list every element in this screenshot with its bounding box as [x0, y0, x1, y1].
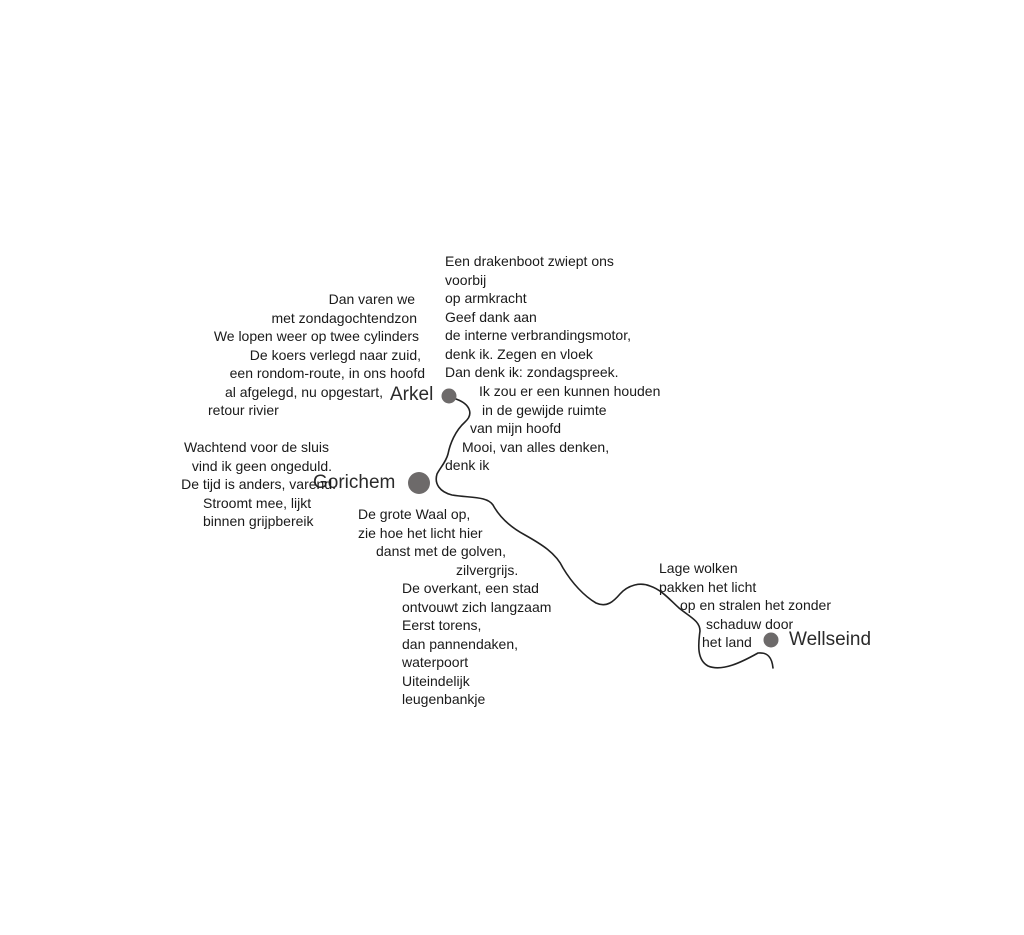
poem-line: retour rivier [208, 402, 279, 418]
poem-line: schaduw door [706, 615, 794, 632]
place-label-wellseind: Wellseind [789, 629, 872, 650]
poem-line: De grote Waal op, [358, 506, 471, 522]
poem-line: De koers verlegd naar zuid, [249, 346, 421, 363]
poem-line: van mijn hoofd [470, 420, 562, 436]
poem-line: zilvergrijs. [456, 561, 519, 578]
poem-line: Stroomt mee, lijkt [203, 494, 312, 511]
poem-line: leugenbankje [402, 691, 486, 707]
poem-line: een rondom-route, in ons hoofd [229, 365, 425, 381]
poem-line: het land [702, 634, 752, 650]
poem-line: denk ik [445, 457, 490, 473]
poem-line: Ik zou er een kunnen houden [479, 383, 661, 399]
poem-lock [136, 438, 336, 531]
place-label-gorichem: Gorichem [313, 472, 396, 493]
poem-line: zie hoe het licht hier [358, 524, 483, 541]
poem-waal [358, 505, 518, 579]
poem-line: Dan varen we [328, 291, 415, 307]
poem-line: voorbij [445, 271, 487, 288]
poem-sundaysail [190, 290, 425, 420]
gorichem-marker [408, 472, 430, 494]
poem-line: We lopen weer op twee cylinders [213, 328, 419, 344]
poem-line: pakken het licht [659, 578, 757, 595]
poem-line: op armkracht [445, 290, 527, 306]
poem-line: Wachtend voor de sluis [184, 439, 329, 455]
poem-line: danst met de golven, [376, 543, 506, 559]
poem-line: Een drakenboot zwiept ons [445, 253, 614, 269]
poem-line: waterpoort [402, 654, 469, 670]
poem-line: dan pannendaken, [402, 635, 518, 652]
poem-line: vind ik geen ongeduld. [191, 457, 332, 474]
poem-line: Dan denk ik: zondagspreek. [445, 364, 619, 380]
poem-line: met zondagochtendzon [271, 309, 417, 326]
poem-line: Geef dank aan [445, 308, 537, 325]
poem-line: Eerst torens, [402, 617, 482, 633]
poem-line: De tijd is anders, varend. [181, 476, 336, 492]
poem-line: Uiteindelijk [402, 672, 470, 689]
poem-line: in de gewijde ruimte [482, 401, 607, 418]
poem-line: al afgelegd, nu opgestart, [224, 383, 383, 400]
poem-line: De overkant, een stad [402, 580, 539, 596]
poem-line: de interne verbrandingsmotor, [445, 327, 631, 343]
poem-dragonboat [445, 252, 631, 382]
poem-line: op en stralen het zonder [680, 597, 831, 613]
poem-line: Mooi, van alles denken, [462, 438, 610, 455]
place-label-arkel: Arkel [390, 384, 434, 405]
poem-clouds [659, 559, 831, 652]
poem-line: binnen grijpbereik [203, 513, 314, 529]
poem-city [402, 579, 551, 709]
poem-sacredspace [445, 382, 660, 475]
poem-line: Lage wolken [659, 560, 738, 576]
poem-line: ontvouwt zich langzaam [402, 598, 552, 615]
poem-line: denk ik. Zegen en vloek [445, 345, 593, 362]
